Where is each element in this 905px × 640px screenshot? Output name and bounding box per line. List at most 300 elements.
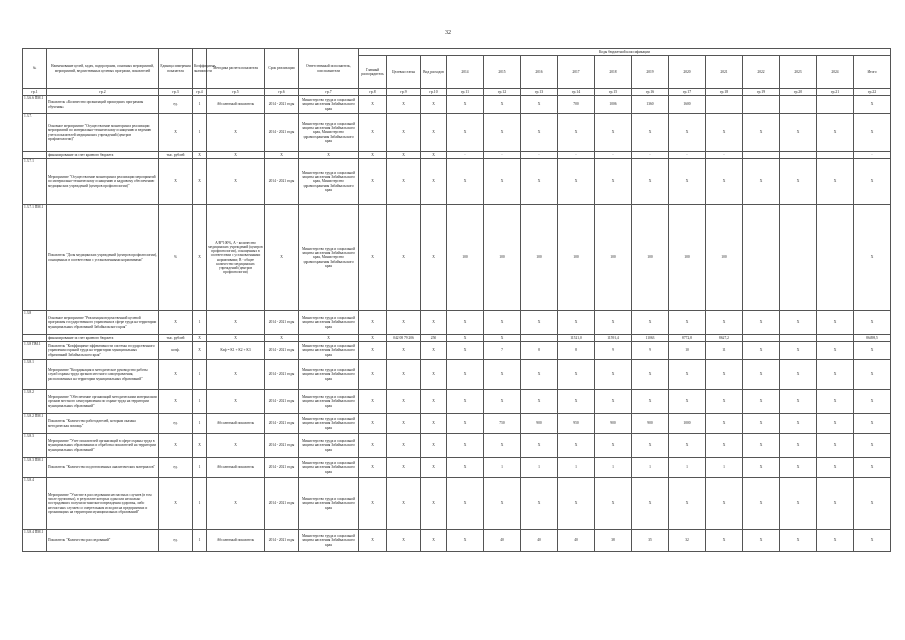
column-number: гр.2 — [47, 89, 159, 96]
table-cell: X — [359, 311, 387, 335]
table-cell: X — [193, 152, 207, 159]
table-cell: X — [484, 360, 521, 390]
table-cell: X — [743, 458, 780, 478]
table-cell: X — [706, 414, 743, 434]
table-cell: - — [669, 152, 706, 159]
table-row — [23, 96, 891, 114]
table-cell: X — [817, 478, 854, 530]
table-cell: 900 — [521, 414, 558, 434]
table-cell: X — [669, 478, 706, 530]
table-cell: X — [207, 360, 265, 390]
table-cell: X — [632, 478, 669, 530]
table-cell: X — [359, 390, 387, 414]
table-cell: X — [207, 159, 265, 205]
table-row — [23, 159, 891, 205]
table-cell: 2014 - 2021 годы — [265, 530, 299, 552]
table-cell: Показатель "Количество расследований" — [47, 530, 159, 552]
table-cell: Абсолютный показатель — [207, 96, 265, 114]
table-cell: 900 — [595, 414, 632, 434]
header-period: Срок реализации — [265, 49, 299, 89]
header-year: 2020 — [669, 56, 706, 89]
table-cell: финансирование за счет краевого бюджета — [47, 152, 159, 159]
table-cell: 100 — [669, 205, 706, 311]
table-cell: 2014 - 2021 годы — [265, 114, 299, 152]
table-cell: Министерство труда и социальной защиты населения Забайкальского края, Министерство здравоохранения Забайкальского края — [299, 205, 359, 311]
table-cell: 1 — [193, 390, 207, 414]
table-cell: 2014 - 2021 годы — [265, 458, 299, 478]
page-number: 32 — [445, 30, 451, 36]
table-cell: X — [265, 205, 299, 311]
table-cell: X — [706, 114, 743, 152]
table-cell: 11591,4 — [595, 335, 632, 342]
table-cell: X — [447, 434, 484, 458]
table-cell: X — [359, 342, 387, 360]
table-cell: Министерство труда и социальной защиты населения Забайкальского края, Министерство здравоохранения Забайкальского края — [299, 159, 359, 205]
table-cell: Министерство труда и социальной защиты населения Забайкальского края — [299, 478, 359, 530]
table-cell: финансирование за счет краевого бюджета — [47, 335, 159, 342]
table-cell: X — [743, 530, 780, 552]
table-cell: X — [359, 414, 387, 434]
table-cell: X — [632, 360, 669, 390]
table-cell: X — [447, 414, 484, 434]
table-cell: - — [632, 152, 669, 159]
table-cell: Министерство труда и социальной защиты населения Забайкальского края — [299, 414, 359, 434]
table-cell: 1.3.8.3 ПМ.1 — [23, 458, 47, 478]
table-cell: 250 — [421, 335, 447, 342]
table-cell: 1 — [193, 311, 207, 335]
table-cell: X — [484, 96, 521, 114]
table-cell: Показатель "Количество подготовленных аналитических материалов" — [47, 458, 159, 478]
table-cell — [817, 152, 854, 159]
table-cell: X — [207, 152, 265, 159]
header-target-article: Целевая статья — [387, 56, 421, 89]
table-cell: А/В*100%, А - количество медицинских учреждений (центров профпатологии), оснащенных в соответствии с установленными нормативами; В - общее количество медицинских учреждений (центров профпатологии) — [207, 205, 265, 311]
header-name: Наименование целей, задач, подпрограмм, основных мероприятий, мероприятий, ведомственных целевых программ, показателей — [47, 49, 159, 89]
table-cell: Министерство труда и социальной защиты населения Забайкальского края — [299, 342, 359, 360]
table-cell: X — [387, 390, 421, 414]
table-cell: 35 — [632, 530, 669, 552]
table-cell: X — [780, 360, 817, 390]
table-cell: Мероприятие "Обеспечение организаций методическими материалами органов местного самоуправления по охране труда на территории муниципальных образований" — [47, 390, 159, 414]
table-cell: 11521,0 — [558, 335, 595, 342]
table-cell: X — [521, 390, 558, 414]
header-year: 2019 — [632, 56, 669, 89]
table-cell: X — [193, 159, 207, 205]
table-cell: - — [484, 152, 521, 159]
table-cell: Мероприятие "Координация и методическое руководство работы служб охраны труда органов местного самоуправления, расположенных на территории муниципальных образований" — [47, 360, 159, 390]
column-number: гр.19 — [743, 89, 780, 96]
column-number: гр.7 — [299, 89, 359, 96]
table-cell: X — [447, 342, 484, 360]
table-cell: 1 — [521, 458, 558, 478]
table-cell: X — [817, 342, 854, 360]
table-cell: X — [854, 311, 891, 335]
table-cell: Мероприятие "Осуществление мониторинга реализации мероприятий по материально-техническому оснащению и кадровому обеспечению медицинских учреждений (центров профпатологии)" — [47, 159, 159, 205]
table-row — [23, 152, 891, 159]
table-cell: X — [447, 114, 484, 152]
table-cell: X — [207, 311, 265, 335]
header-year: 2022 — [743, 56, 780, 89]
table-cell: X — [669, 390, 706, 414]
table-cell: 700 — [558, 96, 595, 114]
table-cell: Министерство труда и социальной защиты населения Забайкальского края — [299, 311, 359, 335]
table-cell: X — [558, 390, 595, 414]
table-cell: X — [421, 458, 447, 478]
table-cell — [23, 335, 47, 342]
table-cell: X — [854, 478, 891, 530]
table-cell: 86498,5 — [854, 335, 891, 342]
table-cell: 8 — [558, 342, 595, 360]
table-cell: X — [484, 311, 521, 335]
table-cell: X — [421, 342, 447, 360]
table-cell: X — [421, 478, 447, 530]
table-cell: X — [780, 458, 817, 478]
table-cell: X — [359, 96, 387, 114]
header-year: 2021 — [706, 56, 743, 89]
column-number: гр.16 — [632, 89, 669, 96]
table-cell: 1.3.8 ПМ.1 — [23, 342, 47, 360]
table-cell: X — [447, 530, 484, 552]
header-year: 2015 — [484, 56, 521, 89]
header-unit: Единица измерения показателя — [159, 49, 193, 89]
table-cell: 2014 - 2021 годы — [265, 159, 299, 205]
header-year: 2017 — [558, 56, 595, 89]
header-number: № — [23, 49, 47, 89]
column-number: гр.6 — [265, 89, 299, 96]
table-cell: 100 — [447, 205, 484, 311]
table-cell: 40 — [484, 530, 521, 552]
table-cell: X — [159, 390, 193, 414]
table-cell: X — [595, 390, 632, 414]
table-cell: X — [421, 96, 447, 114]
table-cell — [817, 205, 854, 311]
table-cell: X — [743, 434, 780, 458]
table-cell: X — [632, 390, 669, 414]
table-cell: 100 — [558, 205, 595, 311]
table-cell: X — [421, 205, 447, 311]
table-cell: 1.3.8.4 — [23, 478, 47, 530]
table-cell: X — [854, 530, 891, 552]
table-cell: X — [632, 159, 669, 205]
table-cell: X — [207, 390, 265, 414]
table-cell: X — [706, 159, 743, 205]
table-cell: 1 — [193, 530, 207, 552]
table-cell: X — [421, 159, 447, 205]
table-cell: X — [447, 311, 484, 335]
table-cell: X — [706, 434, 743, 458]
header-executor: Ответственный исполнитель, соисполнители — [299, 49, 359, 89]
table-cell: 1 — [193, 114, 207, 152]
table-cell: 1 — [193, 360, 207, 390]
table-cell: 7 — [484, 342, 521, 360]
table-cell: X — [359, 205, 387, 311]
table-cell: X — [780, 159, 817, 205]
table-cell: X — [447, 335, 484, 342]
table-cell: X — [447, 458, 484, 478]
header-year: 2024 — [817, 56, 854, 89]
table-cell — [817, 96, 854, 114]
table-cell: - — [447, 152, 484, 159]
column-number: гр.14 — [558, 89, 595, 96]
table-cell: 1 — [669, 458, 706, 478]
table-cell: 1 — [193, 96, 207, 114]
column-number: гр.20 — [780, 89, 817, 96]
table-cell: X — [421, 311, 447, 335]
table-cell: X — [159, 159, 193, 205]
table-cell — [743, 205, 780, 311]
table-cell: X — [207, 114, 265, 152]
table-cell: 11063 — [632, 335, 669, 342]
table-cell: 750 — [484, 414, 521, 434]
table-cell: X — [558, 159, 595, 205]
table-cell: 100 — [632, 205, 669, 311]
table-cell: X — [854, 390, 891, 414]
table-cell: X — [359, 530, 387, 552]
table-row — [23, 335, 891, 342]
table-cell: 2014 - 2021 годы — [265, 434, 299, 458]
table-cell: X — [706, 530, 743, 552]
table-cell: коэф. — [159, 342, 193, 360]
table-row — [23, 530, 891, 552]
table-cell: % — [159, 205, 193, 311]
table-cell — [780, 205, 817, 311]
table-cell: X — [207, 478, 265, 530]
table-cell: X — [447, 390, 484, 414]
header-expense-type: Вид расходов — [421, 56, 447, 89]
table-cell: X — [595, 478, 632, 530]
table-cell: ед. — [159, 458, 193, 478]
table-cell: X — [854, 205, 891, 311]
table-cell: Министерство труда и социальной защиты населения Забайкальского края — [299, 434, 359, 458]
table-cell: X — [159, 360, 193, 390]
table-cell: Показатель «Количество организаций прошедших программы обучения» — [47, 96, 159, 114]
table-cell: X — [521, 478, 558, 530]
table-cell: 2014 - 2021 годы — [265, 360, 299, 390]
table-cell: Абсолютный показатель — [207, 414, 265, 434]
table-cell: 1.3.6.6 ПМ.1 — [23, 96, 47, 114]
table-cell: 100 — [484, 205, 521, 311]
table-row — [23, 434, 891, 458]
table-cell: X — [817, 458, 854, 478]
table-cell: Кэф = К1 + К2 + К3 — [207, 342, 265, 360]
table-cell: 1.3.8 — [23, 311, 47, 335]
table-cell: X — [743, 342, 780, 360]
table-cell: X — [359, 360, 387, 390]
table-cell: X — [159, 478, 193, 530]
table-cell: X — [817, 114, 854, 152]
table-cell: X — [854, 159, 891, 205]
table-cell: X — [447, 478, 484, 530]
table-cell: X — [387, 360, 421, 390]
table-cell: X — [558, 311, 595, 335]
table-cell: 100 — [595, 205, 632, 311]
table-cell: ед. — [159, 414, 193, 434]
table-cell: 10 — [669, 342, 706, 360]
table-cell: X — [387, 96, 421, 114]
table-cell: X — [854, 342, 891, 360]
header-year: 2014 — [447, 56, 484, 89]
table-row — [23, 205, 891, 311]
table-cell: Основное мероприятие "Реализация ведомственной целевой программы государственного управления в сфере труда на территории муниципальных образований Забайкальского края" — [47, 311, 159, 335]
table-cell — [743, 335, 780, 342]
table-cell — [743, 96, 780, 114]
table-row — [23, 342, 891, 360]
table-cell: X — [817, 311, 854, 335]
column-number: гр.4 — [193, 89, 207, 96]
table-cell: X — [817, 434, 854, 458]
header-total: Итого — [854, 56, 891, 89]
table-cell: 2014 - 2021 годы — [265, 342, 299, 360]
table-cell: X — [484, 434, 521, 458]
table-cell: 2014 - 2021 годы — [265, 414, 299, 434]
table-cell: X — [595, 114, 632, 152]
column-number: гр.15 — [595, 89, 632, 96]
table-cell: 100 — [521, 205, 558, 311]
table-body — [23, 96, 891, 552]
table-cell: X — [447, 360, 484, 390]
table-cell: 2014 - 2021 годы — [265, 478, 299, 530]
table-cell: X — [521, 360, 558, 390]
header-method: Методика расчета показателя — [207, 49, 265, 89]
table-cell: 8627,2 — [706, 335, 743, 342]
table-row — [23, 311, 891, 335]
table-cell: X — [359, 335, 387, 342]
table-cell: X — [484, 335, 521, 342]
table-cell — [780, 152, 817, 159]
table-cell: X — [743, 114, 780, 152]
table-cell: X — [558, 360, 595, 390]
table-cell: X — [193, 205, 207, 311]
table-cell: X — [299, 335, 359, 342]
table-cell: Министерство труда и социальной защиты населения Забайкальского края — [299, 458, 359, 478]
table-cell: X — [521, 114, 558, 152]
table-cell: 1.3.8.3 — [23, 434, 47, 458]
table-cell: X — [421, 390, 447, 414]
table-cell: - — [595, 152, 632, 159]
table-cell: X — [265, 152, 299, 159]
table-cell: X — [387, 342, 421, 360]
table-cell: X — [743, 390, 780, 414]
table-cell: 900 — [632, 414, 669, 434]
table-cell: X — [521, 96, 558, 114]
table-row — [23, 414, 891, 434]
program-table — [22, 48, 891, 552]
table-cell: X — [669, 114, 706, 152]
table-cell: X — [743, 478, 780, 530]
table-cell: X — [387, 458, 421, 478]
column-number: гр.5 — [207, 89, 265, 96]
table-cell: 1 — [595, 458, 632, 478]
table-cell: X — [359, 434, 387, 458]
column-number: гр.3 — [159, 89, 193, 96]
table-cell: 1 — [193, 478, 207, 530]
table-row — [23, 458, 891, 478]
column-number: гр.8 — [359, 89, 387, 96]
table-cell: X — [387, 205, 421, 311]
table-cell: 40 — [558, 530, 595, 552]
table-cell — [817, 335, 854, 342]
table-cell: Министерство труда и социальной защиты населения Забайкальского края — [299, 360, 359, 390]
table-cell: X — [484, 390, 521, 414]
table-cell: X — [421, 152, 447, 159]
column-number: гр.18 — [706, 89, 743, 96]
table-cell: X — [632, 114, 669, 152]
column-number: гр.1 — [23, 89, 47, 96]
table-cell: 2014 - 2021 годы — [265, 96, 299, 114]
table-cell: X — [387, 311, 421, 335]
table-cell: ед. — [159, 530, 193, 552]
table-cell: X — [193, 342, 207, 360]
table-cell: X — [521, 434, 558, 458]
table-cell: - — [521, 152, 558, 159]
table-cell: X — [359, 478, 387, 530]
table-cell: 8772,8 — [669, 335, 706, 342]
table-cell: X — [780, 390, 817, 414]
table-cell: X — [669, 159, 706, 205]
table-cell: 1 — [632, 458, 669, 478]
table-cell: X — [207, 335, 265, 342]
table-cell: 1.3.8.4 ПМ.1 — [23, 530, 47, 552]
table-cell: X — [780, 342, 817, 360]
table-cell — [780, 96, 817, 114]
header-budget-codes: Коды бюджетной классификации — [359, 49, 891, 56]
table-cell: Министерство труда и социальной защиты населения Забайкальского края — [299, 530, 359, 552]
table-cell: 8 — [521, 342, 558, 360]
table-cell: 950 — [558, 414, 595, 434]
table-cell: 1600 — [669, 96, 706, 114]
table-cell: Министерство труда и социальной защиты населения Забайкальского края — [299, 390, 359, 414]
table-cell: Министерство труда и социальной защиты населения Забайкальского края — [299, 96, 359, 114]
table-cell: X — [817, 414, 854, 434]
table-cell: Основное мероприятие "Осуществление мониторинга реализации мероприятий по материально-техническому оснащению и ведению учета показателей медицинских учреждений (центров профпатологии)" — [47, 114, 159, 152]
table-cell: 40 — [521, 530, 558, 552]
table-cell: X — [780, 530, 817, 552]
table-cell: X — [484, 159, 521, 205]
table-cell: X — [854, 434, 891, 458]
table-cell: X — [359, 152, 387, 159]
table-cell: X — [817, 530, 854, 552]
table-cell: 1.3.8.2 — [23, 390, 47, 414]
table-cell: X — [359, 159, 387, 205]
table-cell: X — [780, 478, 817, 530]
table-cell: Мероприятие "Участие в расследовании несчастных случаев (в том числе групповых), в результате которых один или несколько пострадавших получили тяжелые повреждения здоровья, либо несчастных случаев со смертельным исходом на предприятиях и организациях на территории муниципальных образований" — [47, 478, 159, 530]
table-cell: тыс. рублей — [159, 152, 193, 159]
table-cell: ед. — [159, 96, 193, 114]
table-cell: 1 — [706, 458, 743, 478]
table-cell: - — [854, 152, 891, 159]
column-number: гр.12 — [484, 89, 521, 96]
table-cell: X — [484, 478, 521, 530]
table-cell: X — [595, 311, 632, 335]
table-cell: X — [159, 114, 193, 152]
table-cell: X — [521, 159, 558, 205]
table-cell: X — [421, 530, 447, 552]
table-cell: X — [743, 360, 780, 390]
table-cell: 1.3.7. — [23, 114, 47, 152]
table-cell: Мероприятие "Учет показателей организаций в сфере охраны труда в муниципальных образованиях и обработка показателей на территории муниципальных образований" — [47, 434, 159, 458]
table-cell: X — [595, 434, 632, 458]
table-cell: X — [447, 159, 484, 205]
table-cell — [706, 96, 743, 114]
header-main-manager: Главный распорядитель — [359, 56, 387, 89]
table-cell: X — [595, 360, 632, 390]
column-number: гр.13 — [521, 89, 558, 96]
table-cell: 1 — [193, 414, 207, 434]
table-cell: X — [558, 478, 595, 530]
table-cell: X — [207, 434, 265, 458]
table-cell: X — [817, 390, 854, 414]
table-row — [23, 114, 891, 152]
